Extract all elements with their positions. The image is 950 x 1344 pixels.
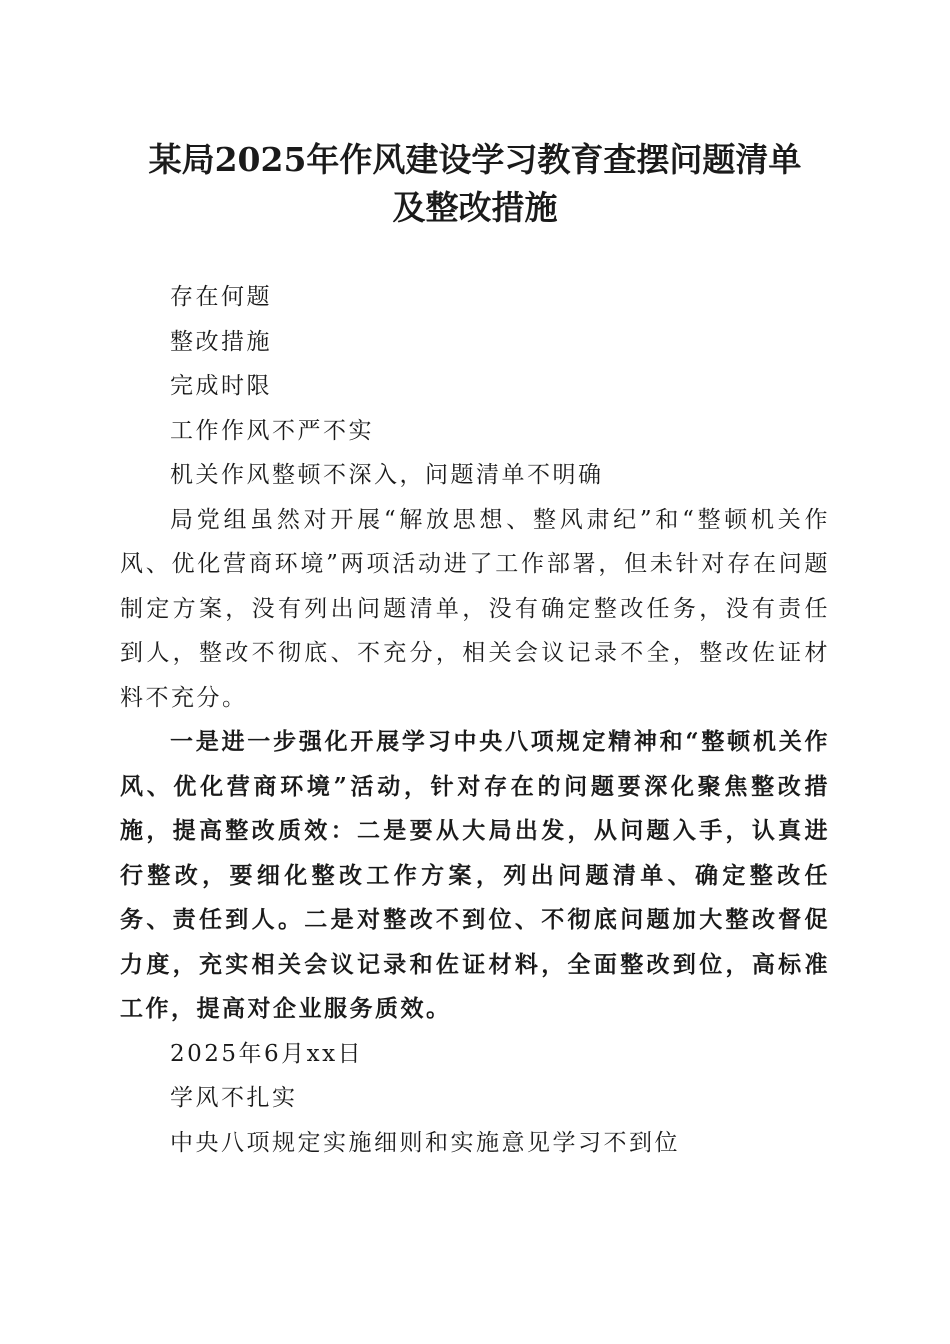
document-title — [100, 136, 850, 232]
problem-category: 工作作风不严不实 — [170, 417, 374, 444]
title-line-2: 及整改措施 — [392, 188, 558, 227]
rectification-measures: 一是进一步强化开展学习中央八项规定精神和“整顿机关作风、优化营商环境”活动，针对存在的问题要深化聚焦整改措施，提高整改质效：二是要从大局出发，从问题入手，认真进行整改，要细化整改工作方案，列出问题清单、确定整改任务、责任到人。二是对整改不到位、不彻底问题加大整改督促力度，充实相关会议记录和佐证材料，全面整改到位，高标准工作，提高对企业服务质效。 — [120, 728, 830, 1022]
heading-problems: 存在何题 — [170, 284, 272, 310]
problem-category-2: 学风不扎实 — [170, 1085, 298, 1111]
problem-item-2: 中央八项规定实施细则和实施意见学习不到位 — [170, 1129, 680, 1156]
heading-measures: 整改措施 — [170, 328, 272, 355]
problem-item: 机关作风整顿不深入，问题清单不明确 — [170, 462, 604, 488]
title-line-1: 某局2025年作风建设学习教育查摆问题清单 — [148, 140, 802, 179]
heading-deadline: 完成时限 — [170, 373, 272, 399]
problem-description: 局党组虽然对开展“解放思想、整风肃纪”和“整顿机关作风、优化营商环境”两项活动进了工作部署，但未针对存在问题制定方案，没有列出问题清单，没有确定整改任务，没有责任到人，整改不彻底、不充分，相关会议记录不全，整改佐证材料不充分。 — [120, 506, 830, 711]
document-body — [120, 275, 830, 1165]
deadline-date: 2025年6月xx日 — [170, 1040, 364, 1067]
